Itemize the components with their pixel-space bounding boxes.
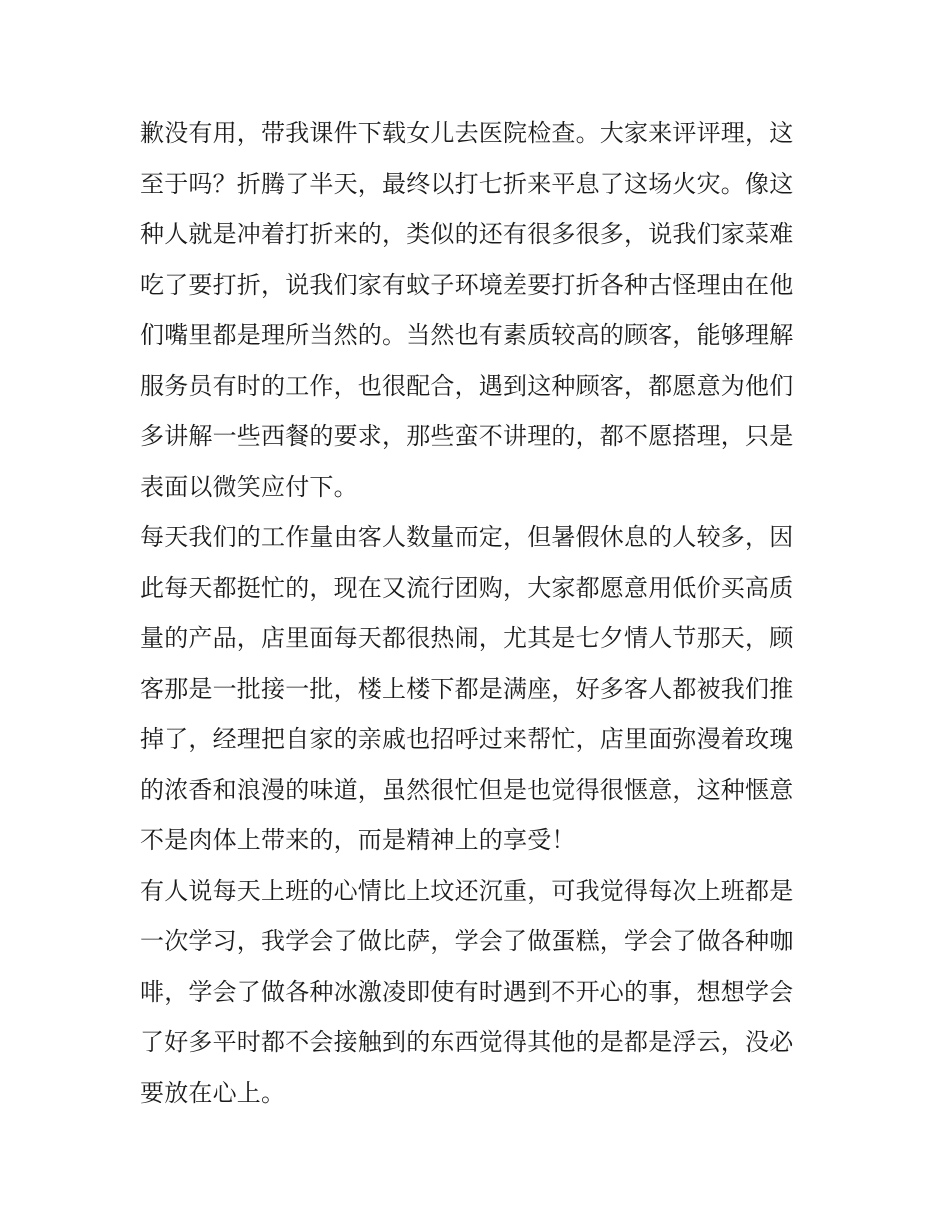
text-line: 每天我们的工作量由客人数量而定，但暑假休息的人较多，因 xyxy=(140,523,794,551)
text-line: 至于吗？折腾了半天，最终以打七折来平息了这场火灾。像这 xyxy=(140,169,794,198)
text-line: 要放在心上。 xyxy=(140,1078,286,1107)
text-line: 量的产品，店里面每天都很热闹，尤其是七夕情人节那天，顾 xyxy=(140,624,794,652)
text-line: 掉了，经理把自家的亲戚也招呼过来帮忙，店里面弥漫着玫瑰 xyxy=(140,725,794,753)
text-line: 不是肉体上带来的，而是精神上的享受！ xyxy=(140,826,576,854)
text-line: 多讲解一些西餐的要求，那些蛮不讲理的，都不愿搭理，只是 xyxy=(140,422,794,450)
text-line: 了好多平时都不会接触到的东西觉得其他的是都是浮云，没必 xyxy=(140,1028,794,1056)
document-body xyxy=(140,108,820,1118)
text-line: 一次学习，我学会了做比萨，学会了做蛋糕，学会了做各种咖 xyxy=(140,927,794,955)
text-line: 们嘴里都是理所当然的。当然也有素质较高的顾客，能够理解 xyxy=(140,321,794,349)
text-line: 表面以微笑应付下。 xyxy=(140,472,358,501)
text-line: 吃了要打折，说我们家有蚊子环境差要打折各种古怪理由在他 xyxy=(140,270,794,299)
text-line: 服务员有时的工作，也很配合，遇到这种顾客，都愿意为他们 xyxy=(140,371,794,400)
text-line: 的浓香和浪漫的味道，虽然很忙但是也觉得很惬意，这种惬意 xyxy=(140,775,794,804)
text-line: 歉没有用，带我课件下载女儿去医院检查。大家来评评理，这 xyxy=(140,119,794,147)
text-line: 啡，学会了做各种冰激凌即使有时遇到不开心的事，想想学会 xyxy=(140,977,794,1006)
text-line: 有人说每天上班的心情比上坟还沉重，可我觉得每次上班都是 xyxy=(140,876,794,905)
text-line: 此每天都挺忙的，现在又流行团购，大家都愿意用低价买高质 xyxy=(140,573,794,602)
text-line: 种人就是冲着打折来的，类似的还有很多很多，说我们家菜难 xyxy=(140,220,794,248)
text-line: 客那是一批接一批，楼上楼下都是满座，好多客人都被我们推 xyxy=(140,674,794,703)
